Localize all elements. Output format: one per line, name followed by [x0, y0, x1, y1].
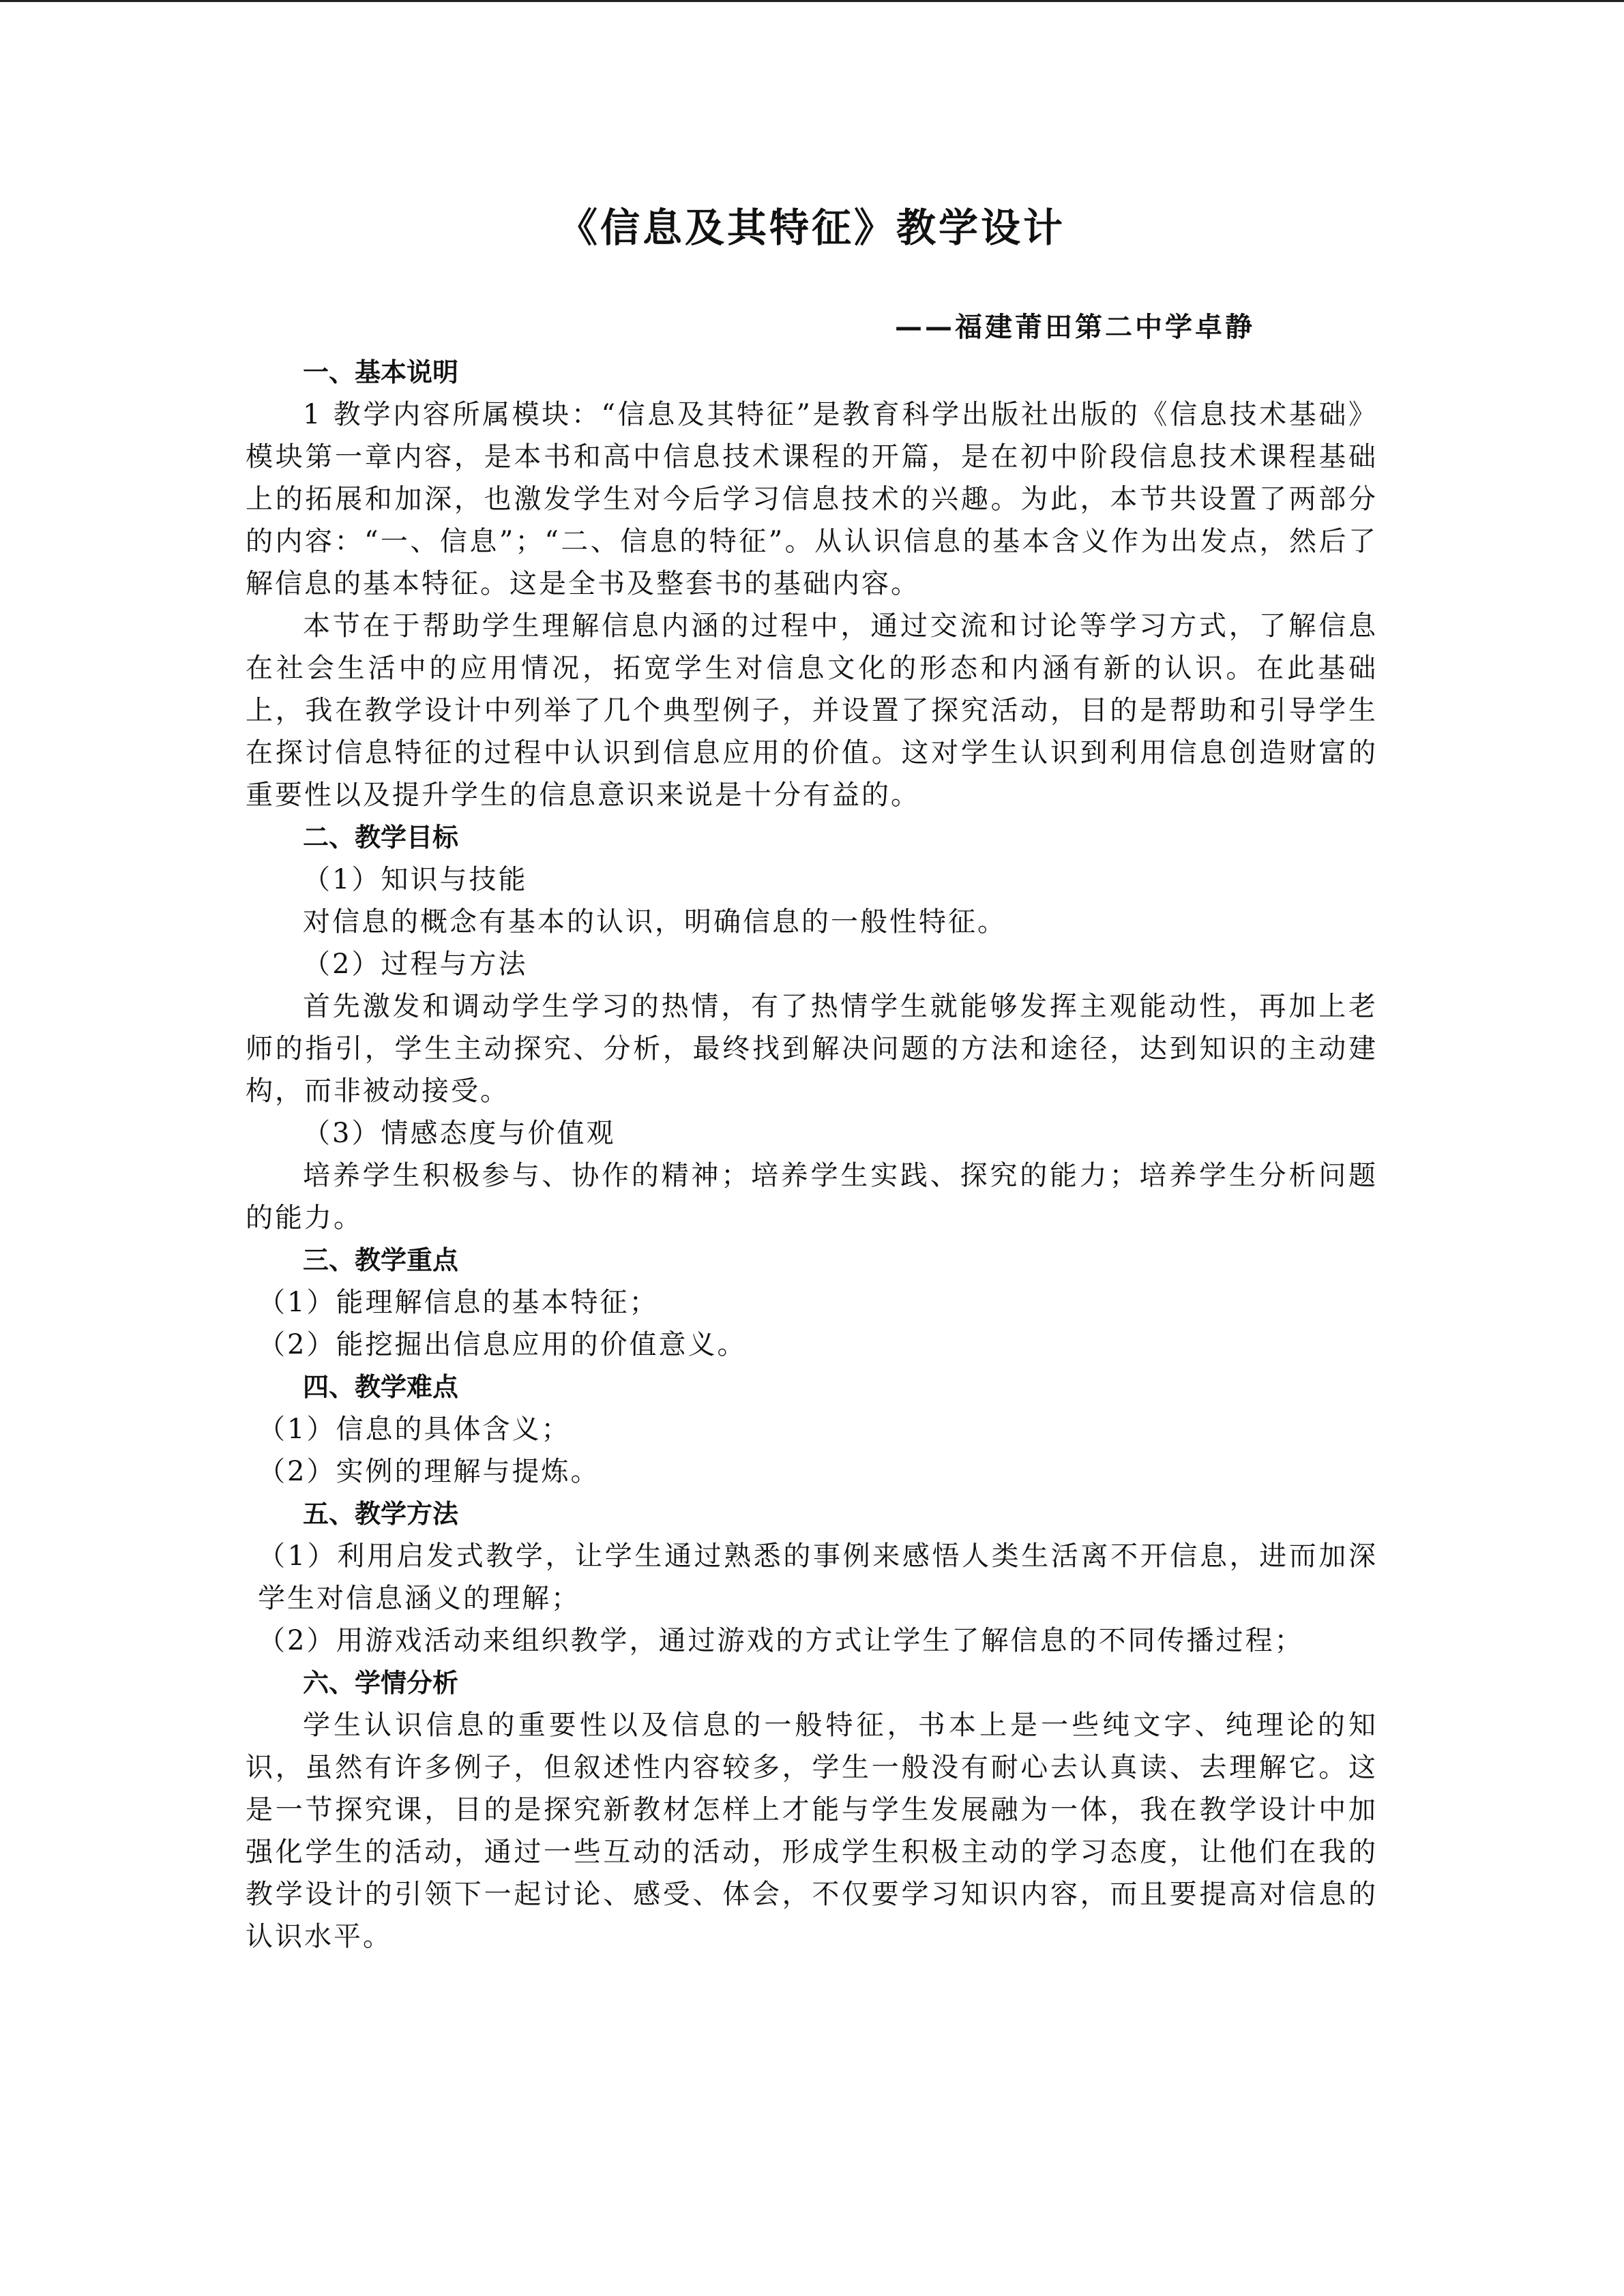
section-teaching-goals	[246, 816, 1378, 1239]
section-heading: 五、教学方法	[303, 1498, 459, 1529]
section-teaching-methods	[246, 1493, 1378, 1662]
section-heading: 一、基本说明	[303, 357, 459, 387]
list-item: （1）能理解信息的基本特征；	[258, 1286, 659, 1318]
paragraph: 对信息的概念有基本的认识，明确信息的一般性特征。	[303, 906, 1007, 938]
sub-heading: （2）过程与方法	[303, 948, 528, 980]
section-difficulties	[246, 1366, 1378, 1493]
list-item: （1）利用启发式教学，让学生通过熟悉的事例来感悟人类生活离不开信息，进而加深学生对信息涵义的理解；	[258, 1540, 1378, 1614]
list-item: （1）信息的具体含义；	[258, 1413, 571, 1445]
sub-heading: （1）知识与技能	[303, 863, 528, 895]
paragraph: 学生认识信息的重要性以及信息的一般特征，书本上是一些纯文字、纯理论的知识，虽然有许多例子，但叙述性内容较多，学生一般没有耐心去认真读、去理解它。这是一节探究课，目的是探究新教材怎样上才能与学生发展融为一体，我在教学设计中加强化学生的活动，通过一些互动的活动，形成学生积极主动的学习态度，让他们在我的教学设计的引领下一起讨论、感受、体会，不仅要学习知识内容，而且要提高对信息的认识水平。	[246, 1709, 1378, 1952]
sub-heading: （3）情感态度与价值观	[303, 1117, 616, 1149]
author-line: ——福建莆田第二中学卓静	[895, 311, 1255, 343]
paragraph: 本节在于帮助学生理解信息内涵的过程中，通过交流和讨论等学习方式，了解信息在社会生活中的应用情况，拓宽学生对信息文化的形态和内涵有新的认识。在此基础上，我在教学设计中列举了几个典型例子，并设置了探究活动，目的是帮助和引导学生在探讨信息特征的过程中认识到信息应用的价值。这对学生认识到利用信息创造财富的重要性以及提升学生的信息意识来说是十分有益的。	[246, 610, 1378, 811]
section-heading: 三、教学重点	[303, 1244, 459, 1275]
section-heading: 二、教学目标	[303, 822, 459, 852]
list-item: （2）实例的理解与提炼。	[258, 1455, 600, 1487]
document-title: 《信息及其特征》教学设计	[557, 205, 1065, 251]
section-heading: 六、学情分析	[303, 1667, 459, 1698]
list-item: （2）用游戏活动来组织教学，通过游戏的方式让学生了解信息的不同传播过程；	[258, 1624, 1304, 1656]
list-item: （2）能挖掘出信息应用的价值意义。	[258, 1328, 747, 1360]
section-heading: 四、教学难点	[303, 1371, 459, 1402]
paragraph: 首先激发和调动学生学习的热情，有了热情学生就能够发挥主观能动性，再加上老师的指引，学生主动探究、分析，最终找到解决问题的方法和途径，达到知识的主动建构，而非被动接受。	[246, 990, 1378, 1107]
section-student-analysis	[246, 1662, 1378, 1958]
document-page	[246, 205, 1378, 1958]
section-key-points	[246, 1239, 1378, 1366]
page-top-rule	[0, 0, 1624, 2]
section-basic-description	[246, 351, 1378, 816]
paragraph: 培养学生积极参与、协作的精神；培养学生实践、探究的能力；培养学生分析问题的能力。	[246, 1159, 1378, 1234]
paragraph: 1 教学内容所属模块：“信息及其特征”是教育科学出版社出版的《信息技术基础》模块第一章内容，是本书和高中信息技术课程的开篇，是在初中阶段信息技术课程基础上的拓展和加深，也激发学生对今后学习信息技术的兴趣。为此，本节共设置了两部分的内容：“一、信息”；“二、信息的特征”。从认识信息的基本含义作为出发点，然后了解信息的基本特征。这是全书及整套书的基础内容。	[246, 398, 1378, 599]
